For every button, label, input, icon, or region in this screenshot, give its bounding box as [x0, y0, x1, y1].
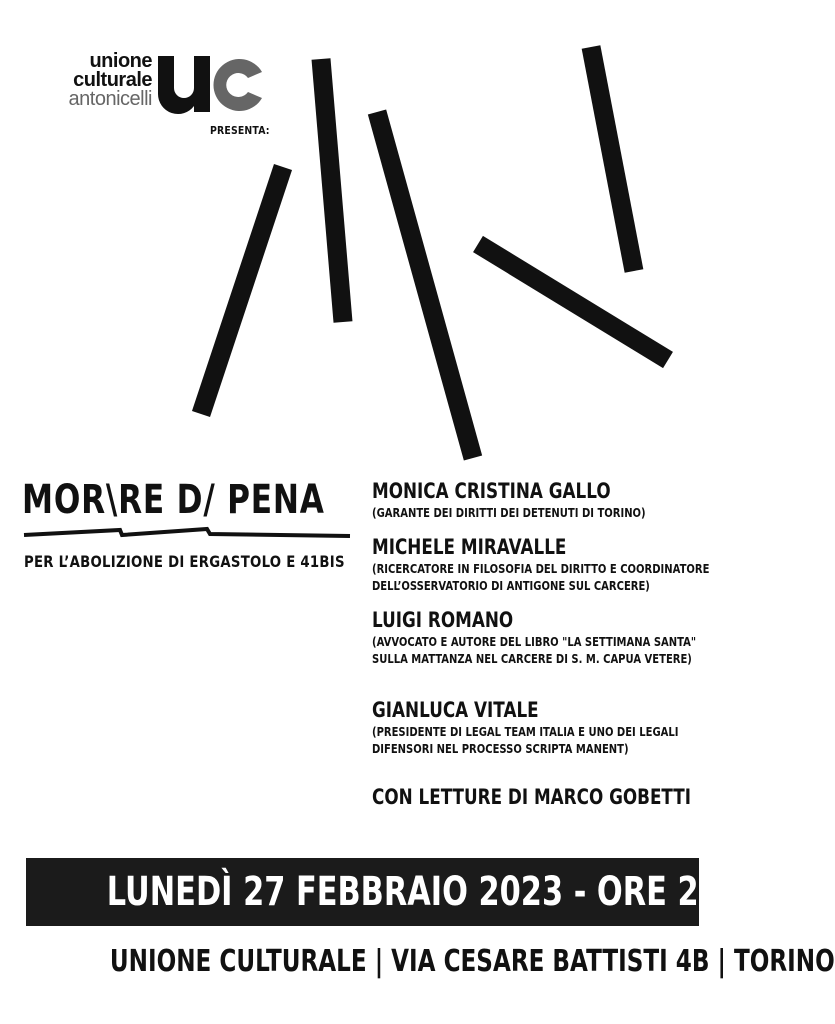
- speaker-5: [372, 784, 771, 810]
- speaker-desc: DIFENSORI NEL PROCESSO SCRIPTA MANENT): [372, 741, 629, 756]
- bar-1: [201, 167, 283, 414]
- event-title: [22, 477, 352, 537]
- bar-5: [591, 47, 634, 271]
- event-date-time: LUNEDÌ 27 FEBBRAIO 2023 - ORE 20:45: [106, 869, 775, 915]
- speaker-4: [372, 697, 755, 757]
- logo-line-3: antonicelli: [68, 88, 152, 110]
- event-title-text: MOR\RE D/ PENA: [22, 477, 325, 523]
- title-underline: [22, 525, 352, 539]
- speaker-desc: SULLA MATTANZA NEL CARCERE DI S. M. CAPUA VETERE): [372, 651, 692, 666]
- bar-2: [321, 59, 343, 322]
- speaker-desc: (PRESIDENTE DI LEGAL TEAM ITALIA E UNO DEI LEGALI: [372, 724, 679, 739]
- speaker-name: MICHELE MIRAVALLE: [372, 535, 567, 559]
- event-venue: UNIONE CULTURALE | VIA CESARE BATTISTI 4B | TORINO: [109, 944, 835, 979]
- speaker-3: [372, 607, 777, 667]
- logo-line-1: unione: [89, 50, 152, 72]
- speaker-name: MONICA CRISTINA GALLO: [372, 479, 611, 503]
- speaker-name: CON LETTURE DI MARCO GOBETTI: [372, 785, 691, 809]
- speaker-desc: (AVVOCATO E AUTORE DEL LIBRO "LA SETTIMANA SANTA": [372, 634, 697, 649]
- date-banner: [26, 858, 775, 926]
- event-subtitle: PER L’ABOLIZIONE DI ERGASTOLO E 41BIS: [24, 552, 345, 571]
- presenta-label: PRESENTA:: [210, 124, 270, 137]
- speaker-desc: (GARANTE DEI DIRITTI DEI DETENUTI DI TORINO): [372, 505, 646, 520]
- decorative-bars: [0, 0, 724, 470]
- speaker-name: GIANLUCA VITALE: [372, 698, 539, 722]
- speaker-name: LUIGI ROMANO: [372, 608, 514, 632]
- speaker-desc: (RICERCATORE IN FILOSOFIA DEL DIRITTO E COORDINATORE: [372, 561, 710, 576]
- speaker-1: [372, 478, 714, 521]
- speaker-desc: DELL’OSSERVATORIO DI ANTIGONE SUL CARCERE): [372, 578, 650, 593]
- speaker-2: [372, 534, 794, 594]
- bar-3: [377, 112, 473, 458]
- logo-line-2: culturale: [73, 69, 152, 91]
